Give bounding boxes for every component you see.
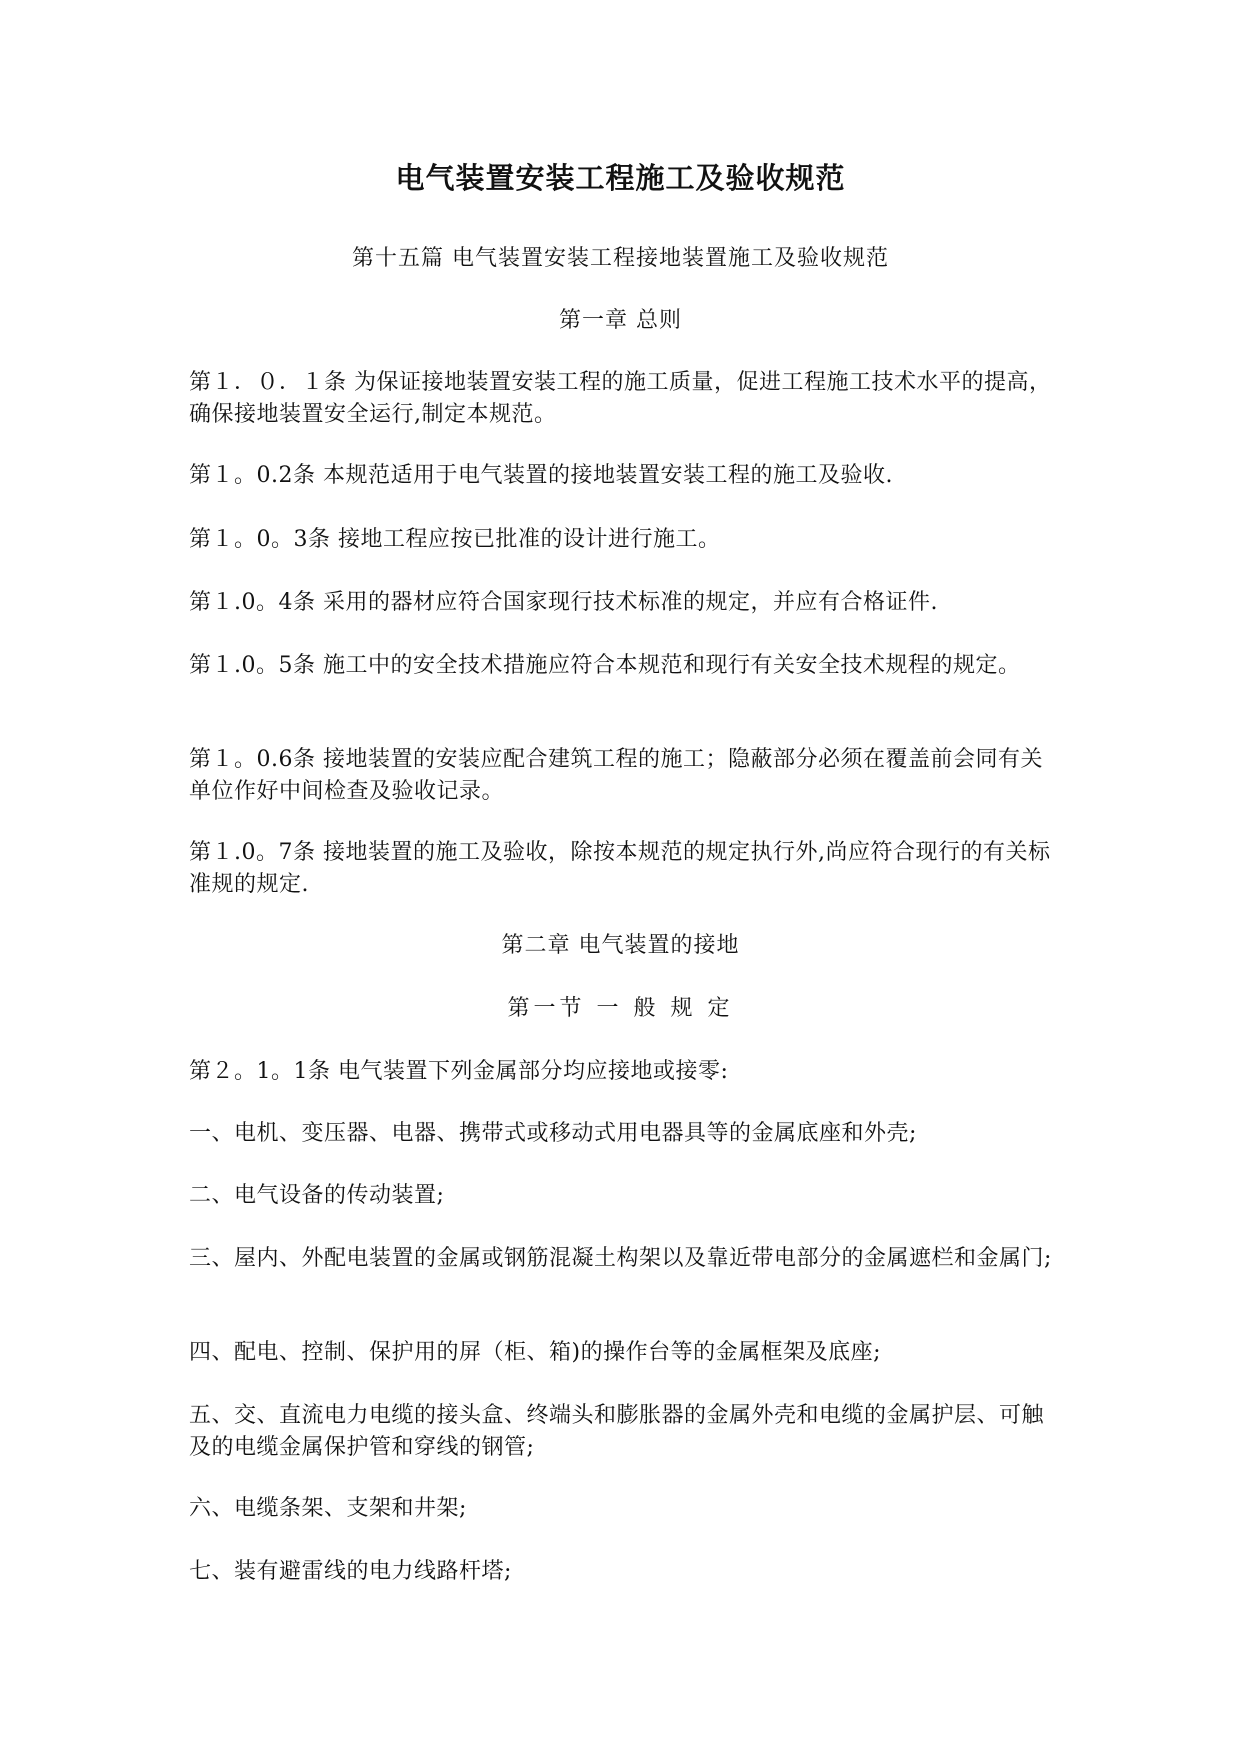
list-item: 二、电气设备的传动装置;: [189, 1183, 445, 1208]
list-item: 一、电机、变压器、电器、携带式或移动式用电器具等的金属底座和外壳;: [189, 1121, 917, 1146]
clause-1-0-2: 第１。0.2条 本规范适用于电气装置的接地装置安装工程的施工及验收.: [189, 463, 893, 488]
part-heading: 第十五篇 电气装置安装工程接地装置施工及验收规范: [352, 246, 889, 271]
chapter-2-heading: 第二章 电气装置的接地: [501, 933, 740, 958]
list-item: 四、配电、控制、保护用的屏（柜、箱)的操作台等的金属框架及底座;: [189, 1340, 881, 1365]
clause-1-0-4: 第１.0。4条 采用的器材应符合国家现行技术标准的规定，并应有合格证件.: [189, 590, 938, 615]
list-item: 五、交、直流电力电缆的接头盒、终端头和膨胀器的金属外壳和电缆的金属护层、可触及的电缆金属保护管和穿线的钢管;: [189, 1403, 1045, 1460]
clause-1-0-3: 第１。0。3条 接地工程应按已批准的设计进行施工。: [189, 527, 721, 552]
list-item: 六、电缆条架、支架和井架;: [189, 1496, 467, 1521]
list-item: 七、装有避雷线的电力线路杆塔;: [189, 1559, 512, 1584]
clause-1-0-7: 第１.0。7条 接地装置的施工及验收，除按本规范的规定执行外,尚应符合现行的有关标准规的规定.: [189, 840, 1051, 897]
clause-1-0-6: 第１。0.6条 接地装置的安装应配合建筑工程的施工；隐蔽部分必须在覆盖前会同有关单位作好中间检查及验收记录。: [189, 747, 1043, 804]
document-title: 电气装置安装工程施工及验收规范: [395, 161, 846, 195]
clause-1-0-1: 第１．０．１条 为保证接地装置安装工程的施工质量，促进工程施工技术水平的提高，确保接地装置安全运行,制定本规范。: [189, 370, 1052, 427]
section-1-heading: 第一节 一 般 规 定: [507, 996, 734, 1021]
clause-2-1-1: 第２。1。1条 电气装置下列金属部分均应接地或接零:: [189, 1059, 729, 1084]
clause-1-0-5: 第１.0。5条 施工中的安全技术措施应符合本规范和现行有关安全技术规程的规定。: [189, 653, 1021, 678]
chapter-1-heading: 第一章 总则: [559, 308, 682, 333]
list-item: 三、屋内、外配电装置的金属或钢筋混凝土构架以及靠近带电部分的金属遮栏和金属门;: [189, 1246, 1052, 1271]
